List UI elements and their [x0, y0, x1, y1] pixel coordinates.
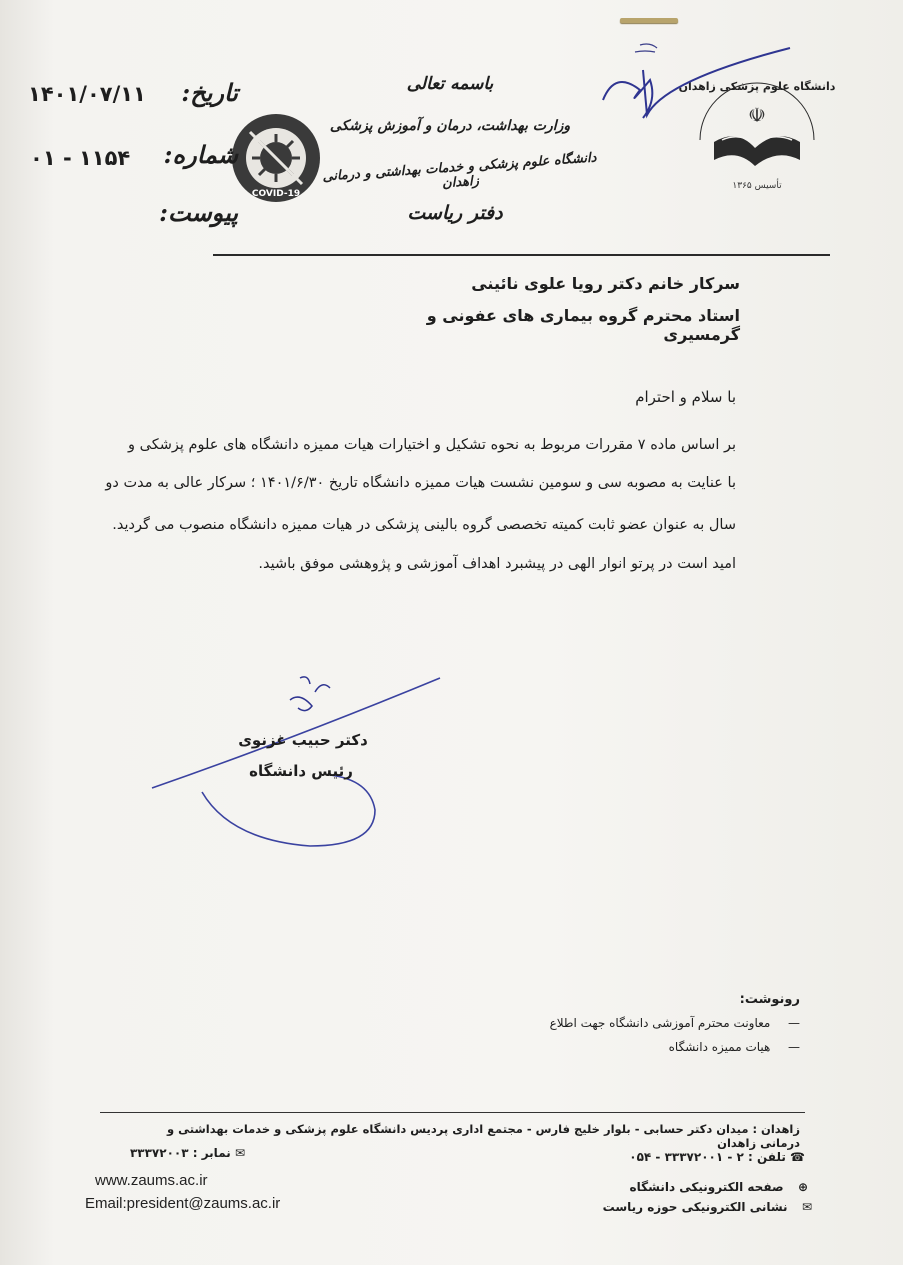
phone-number: ۲ - ۳۳۳۷۲۰۰۱ - ۰۵۴	[629, 1150, 744, 1164]
footer-email-row	[590, 1200, 812, 1214]
cc-item	[520, 1016, 800, 1030]
attachment-label: پیوست:	[159, 198, 238, 227]
number-label: شماره:	[163, 140, 238, 169]
header-divider	[213, 254, 830, 256]
covid-stamp	[230, 112, 322, 204]
body-line-1: بر اساس ماده ۷ مقررات مربوط به نحوه تشکیل و اختیارات هیات ممیزه دانشگاه های علوم پزشکی و	[128, 437, 736, 453]
globe-icon: ⊕	[797, 1180, 808, 1194]
fax-label: نمابر :	[192, 1146, 231, 1160]
body-line-3: سال به عنوان عضو ثابت کمیته تخصصی گروه بالینی پزشکی در هیات ممیزه دانشگاه منصوب می گردید.	[112, 517, 736, 533]
handwritten-referral-note	[595, 40, 795, 130]
footer-website-row	[590, 1180, 808, 1194]
date-value: ۱۴۰۱/۰۷/۱۱	[28, 82, 146, 106]
body-line-2: با عنایت به مصوبه سی و سومین نشست هیات ممیزه دانشگاه تاریخ ۱۴۰۱/۶/۳۰ ؛ سرکار عالی به مدت دو	[105, 475, 736, 491]
footer-fax	[110, 1146, 245, 1160]
number-value: ۰۱ - ۱۱۵۴	[30, 146, 131, 170]
ministry-name: وزارت بهداشت، درمان و آموزش پزشکی	[329, 118, 571, 134]
cc-dash: —	[788, 1016, 800, 1030]
phone-label: تلفن :	[748, 1150, 786, 1164]
signatory-name: دکتر حبیب غزنوی	[238, 731, 368, 749]
email-label: نشانی الکترونیکی حوزه ریاست	[602, 1200, 788, 1214]
logo-year: تأسیس ۱۳۶۵	[732, 181, 782, 191]
cc-heading: رونوشت:	[739, 992, 800, 1007]
footer-phone	[560, 1150, 805, 1164]
footer-divider	[100, 1112, 805, 1113]
phone-icon: ☎	[790, 1150, 805, 1164]
bismillah: باسمه تعالی	[406, 74, 494, 94]
cc-item-2: هیات ممیزه دانشگاه	[668, 1040, 771, 1054]
footer-address: زاهدان : میدان دکتر حسابی - بلوار خلیج فارس - مجتمع اداری پردیس دانشگاه علوم پزشکی و خدمات بهداشتی و درمانی زاهدان	[166, 1122, 800, 1150]
recipient-name: سرکار خانم دکتر رویا علوی نائینی	[471, 274, 740, 293]
date-label: تاریخ:	[181, 78, 238, 107]
staple	[620, 18, 678, 23]
office-name: دفتر ریاست	[407, 202, 503, 224]
website-link[interactable]: www.zaums.ac.ir	[95, 1172, 208, 1189]
cc-item	[520, 1040, 800, 1054]
svg-text:☫: ☫	[748, 103, 766, 127]
cc-item-1: معاونت محترم آموزشی دانشگاه جهت اطلاع	[549, 1016, 771, 1030]
email-icon: ✉	[801, 1200, 812, 1214]
email-link[interactable]: Email:president@zaums.ac.ir	[85, 1195, 281, 1212]
covid-stamp-text: COVID-19	[251, 189, 301, 199]
signatory-title: رئیس دانشگاه	[249, 762, 353, 780]
greeting: با سلام و احترام	[635, 388, 736, 406]
logo-text: دانشگاه علوم پزشکی زاهدان	[678, 80, 836, 93]
university-name: دانشگاه علوم پزشکی و خدمات بهداشتی و درمانی زاهدان	[322, 150, 597, 192]
recipient-title: استاد محترم گروه بیماری های عفونی و گرمسیری	[426, 306, 740, 344]
fax-number: ۳۳۳۷۲۰۰۳	[129, 1146, 189, 1160]
body-line-4: امید است در پرتو انوار الهی در پیشبرد اهداف آموزشی و پژوهشی موفق باشید.	[258, 556, 736, 572]
fax-icon: ✉	[234, 1146, 245, 1160]
website-label: صفحه الکترونیکی دانشگاه	[629, 1180, 784, 1194]
cc-dash: —	[788, 1040, 800, 1054]
